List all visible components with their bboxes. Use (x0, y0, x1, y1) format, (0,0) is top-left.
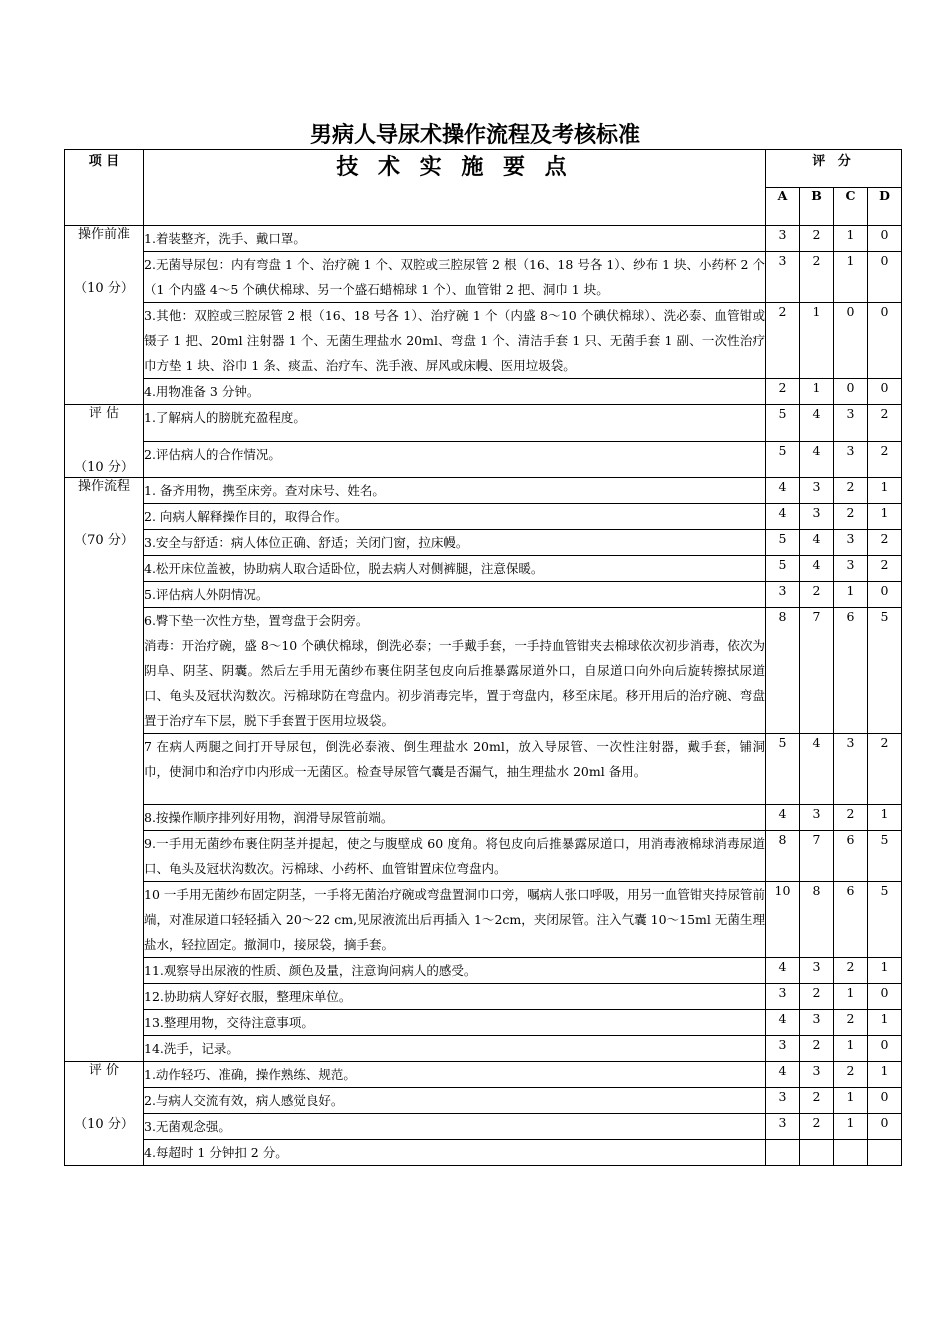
score-a: 3 (766, 252, 800, 303)
table-row (65, 1010, 902, 1036)
score-a: 2 (766, 303, 800, 379)
score-a: 5 (766, 530, 800, 556)
score-b: 1 (800, 379, 834, 405)
section-points: （10 分） (74, 281, 134, 296)
item-text: 8.按操作顺序排列好用物，润滑导尿管前端。 (144, 805, 766, 831)
item-text: 13.整理用物，交待注意事项。 (144, 1010, 766, 1036)
score-a: 5 (766, 441, 800, 478)
item-text: 12.协助病人穿好衣服，整理床单位。 (144, 984, 766, 1010)
score-a: 3 (766, 984, 800, 1010)
score-b: 3 (800, 504, 834, 530)
table-row (65, 405, 902, 442)
table-row (65, 805, 902, 831)
item-text: 3.安全与舒适：病人体位正确、舒适；关闭门窗，拉床幔。 (144, 530, 766, 556)
table-row (65, 1036, 902, 1062)
score-d: 5 (868, 608, 902, 734)
score-a: 3 (766, 1114, 800, 1140)
score-c: 2 (834, 805, 868, 831)
score-d: 0 (868, 226, 902, 252)
score-b: 2 (800, 1088, 834, 1114)
score-b: 2 (800, 1114, 834, 1140)
header-project: 项 目 (65, 150, 144, 226)
table-row (65, 530, 902, 556)
section-points: （70 分） (74, 533, 134, 548)
score-c: 0 (834, 379, 868, 405)
score-d: 0 (868, 303, 902, 379)
score-d: 1 (868, 1062, 902, 1088)
score-d: 1 (868, 1010, 902, 1036)
score-c: 0 (834, 303, 868, 379)
table-row (65, 303, 902, 379)
score-c: 3 (834, 405, 868, 442)
table-row (65, 582, 902, 608)
table-row (65, 441, 902, 478)
score-a: 3 (766, 1036, 800, 1062)
score-b: 3 (800, 1010, 834, 1036)
score-d: 0 (868, 582, 902, 608)
score-b: 7 (800, 831, 834, 882)
table-row (65, 504, 902, 530)
score-a: 5 (766, 556, 800, 582)
score-d: 0 (868, 252, 902, 303)
score-d: 1 (868, 805, 902, 831)
header-score: 评 分 (766, 150, 902, 188)
score-b: 4 (800, 405, 834, 442)
section-cell (65, 478, 144, 1062)
table-row (65, 984, 902, 1010)
section-points: （10 分） (74, 460, 134, 475)
score-b: 2 (800, 984, 834, 1010)
item-text: 2.评估病人的合作情况。 (144, 441, 766, 478)
header-grade-a: A (766, 188, 800, 226)
table-row (65, 958, 902, 984)
score-a (766, 1140, 800, 1166)
item-text: 4.松开床位盖被，协助病人取合适卧位，脱去病人对侧裤腿，注意保暖。 (144, 556, 766, 582)
score-c: 1 (834, 1036, 868, 1062)
score-d: 0 (868, 1036, 902, 1062)
score-a: 5 (766, 734, 800, 805)
score-d (868, 1140, 902, 1166)
item-text: 2.与病人交流有效，病人感觉良好。 (144, 1088, 766, 1114)
score-b: 3 (800, 805, 834, 831)
score-a: 10 (766, 882, 800, 958)
item-text: 1.了解病人的膀胱充盈程度。 (144, 405, 766, 442)
score-a: 4 (766, 1010, 800, 1036)
section-points: （10 分） (74, 1117, 134, 1132)
score-a: 4 (766, 958, 800, 984)
item-text: 1.着装整齐，洗手、戴口罩。 (144, 226, 766, 252)
score-c: 1 (834, 984, 868, 1010)
item-text: 2. 向病人解释操作目的，取得合作。 (144, 504, 766, 530)
section-cell (65, 1062, 144, 1166)
item-text: 3.其他：双腔或三腔尿管 2 根（16、18 号各 1）、治疗碗 1 个（内盛 8～10 个碘伏棉球）、洗必泰、血管钳或镊子 1 把、20ml 注射器 1 个、无菌生理盐水 20ml、弯盘 1 个、清洁手套 1 只、无菌手套 1 副、一次性治疗巾方垫 1 块、浴巾 1 条、痰盂、治疗车、洗手液、屏风或床幔、医用垃圾袋。 (144, 303, 766, 379)
score-d: 5 (868, 831, 902, 882)
score-d: 5 (868, 882, 902, 958)
item-text: 5.评估病人外阴情况。 (144, 582, 766, 608)
score-b: 4 (800, 734, 834, 805)
table-row (65, 226, 902, 252)
score-c: 3 (834, 734, 868, 805)
item-text: 3.无菌观念强。 (144, 1114, 766, 1140)
score-c: 1 (834, 226, 868, 252)
score-c: 1 (834, 1088, 868, 1114)
section-cell (65, 405, 144, 478)
score-a: 4 (766, 478, 800, 504)
score-c: 2 (834, 1010, 868, 1036)
item-text: 14.洗手，记录。 (144, 1036, 766, 1062)
item-text: 4.用物准备 3 分钟。 (144, 379, 766, 405)
score-d: 2 (868, 734, 902, 805)
item-text: 1. 备齐用物，携至床旁。查对床号、姓名。 (144, 478, 766, 504)
score-c: 2 (834, 958, 868, 984)
table-row (65, 1140, 902, 1166)
table-row (65, 556, 902, 582)
item-text: 6.臀下垫一次性方垫，置弯盘于会阴旁。 消毒：开治疗碗，盛 8～10 个碘伏棉球，倒洗必泰；一手戴手套，一手持血管钳夹去棉球依次初步消毒，依次为阴阜、阴茎、阴囊。然后左手用无菌纱布裹住阴茎包皮向后推暴露尿道外口，自尿道口向外向后旋转擦拭尿道口、龟头及冠状沟数次。污棉球防在弯盘内。初步消毒完毕，置于弯盘内，移至床尾。移开用后的治疗碗、弯盘置于治疗车下层，脱下手套置于医用垃圾袋。 (144, 608, 766, 734)
score-a: 4 (766, 1062, 800, 1088)
assessment-table (64, 149, 902, 1166)
score-d: 2 (868, 441, 902, 478)
header-tech-points: 技 术 实 施 要 点 (144, 150, 766, 226)
score-a: 4 (766, 805, 800, 831)
score-b: 3 (800, 478, 834, 504)
score-d: 0 (868, 1088, 902, 1114)
score-c: 6 (834, 831, 868, 882)
score-c: 2 (834, 478, 868, 504)
score-c: 3 (834, 556, 868, 582)
table-row (65, 478, 902, 504)
table-row (65, 608, 902, 734)
score-a: 5 (766, 405, 800, 442)
score-c: 3 (834, 441, 868, 478)
section-name: 操作流程 (77, 479, 130, 494)
score-b: 4 (800, 530, 834, 556)
score-d: 2 (868, 530, 902, 556)
score-c: 3 (834, 530, 868, 556)
header-grade-c: C (834, 188, 868, 226)
table-row (65, 1088, 902, 1114)
table-row (65, 734, 902, 805)
header-grade-d: D (868, 188, 902, 226)
section-cell (65, 226, 144, 405)
item-text: 11.观察导出尿液的性质、颜色及量，注意询问病人的感受。 (144, 958, 766, 984)
score-d: 1 (868, 478, 902, 504)
table-row (65, 1114, 902, 1140)
score-b: 2 (800, 582, 834, 608)
table-row (65, 379, 902, 405)
table-row (65, 1062, 902, 1088)
score-b (800, 1140, 834, 1166)
section-name: 评 价 (88, 1063, 120, 1078)
item-text: 4.每超时 1 分钟扣 2 分。 (144, 1140, 766, 1166)
score-c (834, 1140, 868, 1166)
score-d: 2 (868, 556, 902, 582)
score-b: 1 (800, 303, 834, 379)
item-text: 10 一手用无菌纱布固定阴茎，一手将无菌治疗碗或弯盘置洞巾口旁，嘱病人张口呼吸，用另一血管钳夹持尿管前端，对准尿道口轻轻插入 20～22 cm,见尿液流出后再插入 1～2cm，夹闭尿管。注入气囊 10～15ml 无菌生理盐水，轻拉固定。撤洞巾，接尿袋，摘手套。 (144, 882, 766, 958)
score-a: 2 (766, 379, 800, 405)
score-c: 1 (834, 1114, 868, 1140)
table-row (65, 252, 902, 303)
score-b: 2 (800, 226, 834, 252)
item-text: 7 在病人两腿之间打开导尿包，倒洗必泰液、倒生理盐水 20ml，放入导尿管、一次性注射器，戴手套，铺洞巾，使洞巾和治疗巾内形成一无菌区。检查导尿管气囊是否漏气，抽生理盐水 20ml 备用。 (144, 734, 766, 805)
score-c: 2 (834, 1062, 868, 1088)
score-b: 8 (800, 882, 834, 958)
score-a: 8 (766, 831, 800, 882)
score-a: 3 (766, 582, 800, 608)
score-a: 4 (766, 504, 800, 530)
score-a: 3 (766, 226, 800, 252)
score-d: 0 (868, 1114, 902, 1140)
item-text: 1.动作轻巧、准确，操作熟练、规范。 (144, 1062, 766, 1088)
score-c: 6 (834, 608, 868, 734)
table-body (65, 226, 902, 1166)
score-d: 1 (868, 958, 902, 984)
score-b: 4 (800, 441, 834, 478)
table-row (65, 831, 902, 882)
table-row (65, 882, 902, 958)
score-a: 3 (766, 1088, 800, 1114)
page-title: 男病人导尿术操作流程及考核标准 (309, 122, 640, 148)
score-d: 0 (868, 984, 902, 1010)
item-text: 9.一手用无菌纱布裹住阴茎并提起，使之与腹壁成 60 度角。将包皮向后推暴露尿道口，用消毒液棉球消毒尿道口、龟头及冠状沟数次。污棉球、小药杯、血管钳置床位弯盘内。 (144, 831, 766, 882)
section-name: 操作前准 (77, 227, 130, 242)
score-a: 8 (766, 608, 800, 734)
score-b: 7 (800, 608, 834, 734)
section-name: 评 估 (88, 406, 120, 421)
score-b: 2 (800, 252, 834, 303)
score-b: 3 (800, 1062, 834, 1088)
score-b: 3 (800, 958, 834, 984)
header-grade-b: B (800, 188, 834, 226)
score-b: 4 (800, 556, 834, 582)
score-c: 2 (834, 504, 868, 530)
score-d: 2 (868, 405, 902, 442)
score-c: 1 (834, 582, 868, 608)
score-d: 0 (868, 379, 902, 405)
item-text: 2.无菌导尿包：内有弯盘 1 个、治疗碗 1 个、双腔或三腔尿管 2 根（16、18 号各 1）、纱布 1 块、小药杯 2 个（1 个内盛 4～5 个碘伏棉球、另一个盛石蜡棉球 1 个）、血管钳 2 把、洞巾 1 块。 (144, 252, 766, 303)
score-d: 1 (868, 504, 902, 530)
score-c: 1 (834, 252, 868, 303)
score-b: 2 (800, 1036, 834, 1062)
score-c: 6 (834, 882, 868, 958)
